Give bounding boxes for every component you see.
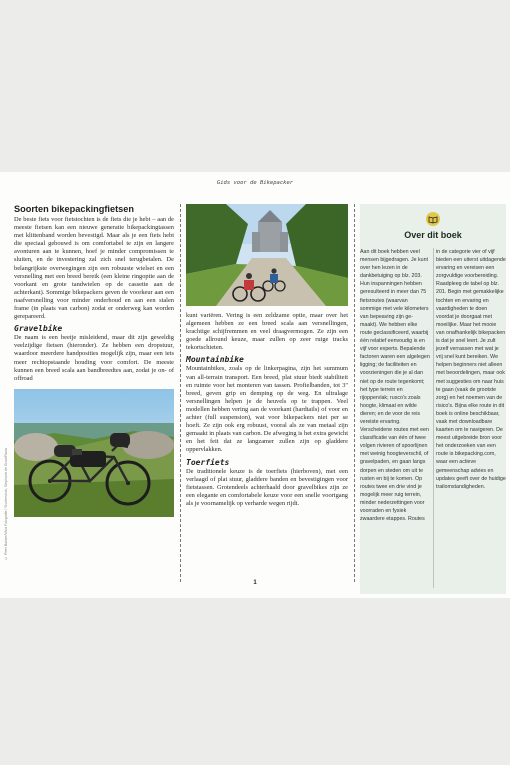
sidebar-title: Over dit boek (404, 230, 462, 240)
left-column (14, 204, 174, 517)
gravel-bike-photo (14, 389, 174, 517)
gravelbike-continued: kunt variëren. Vering is een zeldzame optie, maar over het algemeen hebben ze een breed scala aan versnellingen, krachtige schijfremmen en veel draagvermogen. Ze zijn een goede allround keuze, maar zullen op zeer ruige tracks tekortschieten. (186, 312, 348, 352)
toerfiets-paragraph: De traditionele keuze is de toerfiets (hierboven), met een verlaagd of plat stuur, gladdere banden en bevestigingen voor fietstassen. Grotendeels achterhaald door gravelbikes zijn ze een elegante en comfortabele keuze voor een snelle voortgang als je voornamelijk op verharde wegen rijdt. (186, 467, 348, 507)
sidebar-divider (433, 248, 434, 588)
running-head: Gids voor de Bikepacker (216, 180, 294, 186)
magazine-page (0, 172, 510, 598)
about-book-sidebar (360, 204, 506, 594)
mountainbike-paragraph: Mountainbikes, zoals op de linkerpagina, zijn het summum van all-terrain transport. Een breed, plat stuur biedt stabiliteit en ruimte voor het monteren van tassen. Profielbanden, tot 3" breed, geven grip en demping op de weg. En ultralage versnellingen helpen je de heuvels op te trappen. Veel modellen hebben vering aan de voorkant (hardtails) of voor en achter (full suspension), wat voor bikepackers niet per se hoeft. Ze zijn ook erg robuust, vooral als ze van metaal zijn gemaakt in plaats van carbon. De afweging is het extra gewicht en het feit dat ze langzamer zullen zijn op gladdere oppervlakken. (186, 365, 349, 454)
middle-column (186, 204, 348, 508)
book-icon (426, 212, 440, 226)
column-divider (354, 204, 356, 582)
section-heading: Soorten bikepackingfietsen (14, 204, 134, 214)
touring-bike-photo (186, 204, 348, 306)
gravelbike-paragraph: De naam is een beetje misleidend, maar dit zijn geweldig veelzijdige fietsen (hieronder). Ze hebben een dropstuur, waardoor meerdere handposities mogelijk zijn, maar een iets meer rechtopstaande houding voor comfort. De meeste kunnen een breed scala aan bandbreedtes aan, zodat je on- of offroad (14, 334, 174, 382)
sidebar-text-right: in de categorie vier of vijf bieden een uiterst uitdagende ervaring en vereisen een zorgvuldige voorbereiding. Raadpleeg de tabel op blz. 201. Begin met gemakkelijke tochten en ervaring en vaardigheden te doen voordat je doorgaat met moeilijke. Maar het mooie van onafhankelijk bikepacken is dat je snel leert. Je zult jezelf verrassen met wat je vrij snel kunt bereiken. We helpen beginners niet alleen met beoordelingen, maar ook met suggesties om naar huis te gaan (vaak de grootste zorg) en het noemen van de risico's. Bijna elke route in dit boek is online beschikbaar, vaak met downloadbare kaarten om te navigeren. De meest uitgebreide bron voor het onderzoeken van een route is bikepacking.com, waar een actieve gemeenschap advies en updates geeft over de huidige trailomstandigheden. (436, 249, 506, 490)
photo-credit: © Peter Bakker/Wind Fotografie / Shutterstock, Stephanie de Groot/Rauw (4, 448, 8, 560)
gravelbike-heading: Gravelbike (14, 324, 63, 334)
page-number: 1 (253, 580, 257, 586)
mountainbike-heading: Mountainbike (186, 355, 244, 365)
column-divider (180, 204, 182, 582)
sidebar-text-left: Aan dit boek hebben veel mensen bijgedragen. Je kunt over hen lezen in de dankbetuiging op blz. 203. Hun inspanningen hebben geresulteerd in meer dan 75 fietsroutes (waarvan sommige met vele kilometers van bepeaving zijn ge-maakt). We hebben elke route geclassificeerd, waarbij één relatief eenvoudig is en vijf voor experts. Bepalende factoren waren een algelegen ligging; de faciliteiten en voorzieningen die je al dan niet op de route tegenkomt; het type terrein en rijoppervlak; rusco's zoals hoogte, klimaat en wilde dieren; en de voor de reis vereiste ervaring. Verscheidene routes met een classificatie van één of twee volgen rivieren of spoorlijnen met weinig hoogteverschil, of gravelpaden, en gaan langs dorpen en steden om uit te rusten en bij te komen. Op routes twee en drie vind je mogelijk meer ruig terrein, minder nederzettingen voor voorraden en fysiek zwaardere etappes. Routes (360, 249, 430, 523)
intro-paragraph: De beste fiets voor fietstochten is de fiets die je hebt – aan de meeste fietsen kan een nieuwe generatie bikepackingtassen met klittenband worden bevestigd. Maar als je een fiets hebt die speciaal gebouwd is om comfortabel te zijn en langere avonturen aan te kunnen, hoef je minder compromissen te sluiten, en de investering zal zich snel terugbetalen. De belangrijkste overwegingen zijn een robuuste wielset en een versnelling met een breed bereik (een kleine ringoptie aan de voorkant en grote tandwielen op de cassette aan de achterkant). Sommige bikepackers geven de voorkeur aan een naafversnelling voor minder onderhoud en aan een stalen frame (in plaats van carbon) zodat er onderweg kan worden gerepareerd. (14, 216, 174, 321)
toerfiets-heading: Toerfiets (186, 457, 230, 467)
